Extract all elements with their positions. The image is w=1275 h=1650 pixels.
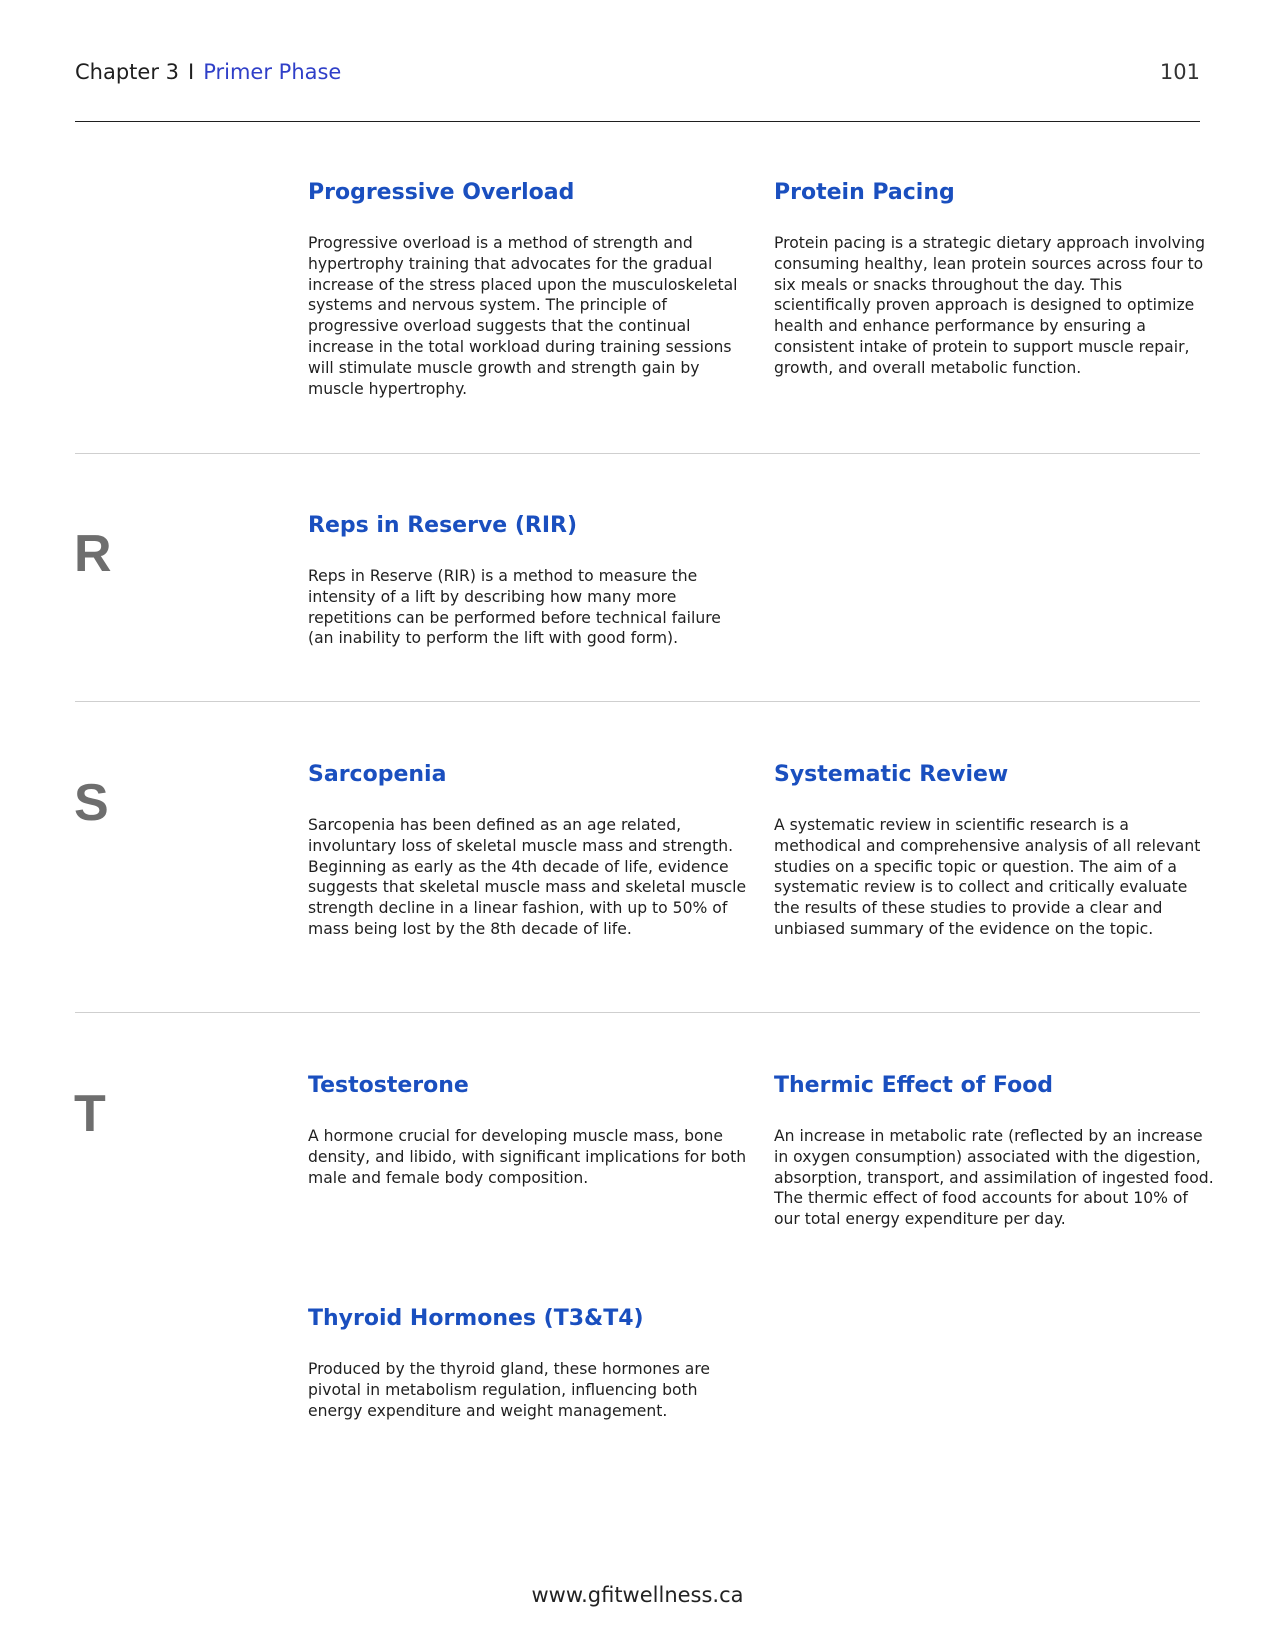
entry-title: Thermic Effect of Food xyxy=(774,1073,1054,1098)
entry-body: Reps in Reserve (RIR) is a method to measure the intensity of a lift by describing how many more repetitions can be performed before technical failure (an inability to perform the lift with good form). xyxy=(308,567,721,648)
entry-title: Protein Pacing xyxy=(774,180,955,205)
entry-testosterone xyxy=(308,1072,748,1188)
entry-body: A hormone crucial for developing muscle mass, bone density, and libido, with significant implications for both male and female body composition. xyxy=(308,1127,747,1187)
entry-body: Protein pacing is a strategic dietary approach involving consuming healthy, lean protein sources across four to six meals or snacks throughout the day. This scientifically proven approach is designed to optimize health and enhance performance by ensuring a consistent intake of protein to support muscle repair, growth, and overall metabolic function. xyxy=(774,234,1205,377)
chapter-separator: I xyxy=(188,60,195,84)
entry-title: Testosterone xyxy=(308,1073,469,1098)
chapter-label xyxy=(75,60,341,84)
entry-body: Produced by the thyroid gland, these hormones are pivotal in metabolism regulation, influencing both energy expenditure and weight management. xyxy=(308,1360,711,1420)
entry-sarcopenia xyxy=(308,761,748,940)
chapter-number: Chapter 3 xyxy=(75,60,179,84)
entry-systematic-review xyxy=(774,761,1214,940)
entry-title: Thyroid Hormones (T3&T4) xyxy=(308,1306,644,1331)
entry-thermic-effect-of-food xyxy=(774,1072,1214,1230)
section-letter-r: R xyxy=(74,525,112,583)
section-divider xyxy=(75,453,1200,454)
entry-body: An increase in metabolic rate (reflected by an increase in oxygen consumption) associated with the digestion, absorption, transport, and assimilation of ingested food. The thermic effect of food accounts for about 10% of our total energy expenditure per day. xyxy=(774,1127,1214,1229)
entry-body: Progressive overload is a method of strength and hypertrophy training that advocates for the gradual increase of the stress placed upon the musculoskeletal systems and nervous system. The principle of progressive overload suggests that the continual increase in the total workload during training sessions will stimulate muscle growth and strength gain by muscle hypertrophy. xyxy=(308,234,738,398)
chapter-phase: Primer Phase xyxy=(203,60,342,84)
entry-progressive-overload xyxy=(308,179,748,399)
header-divider xyxy=(75,121,1200,122)
entry-thyroid-hormones xyxy=(308,1305,748,1421)
section-divider xyxy=(75,1012,1200,1013)
entry-body: Sarcopenia has been defined as an age related, involuntary loss of skeletal muscle mass and strength. Beginning as early as the 4th decade of life, evidence suggests that skeletal muscle mass and skeletal muscle strength decline in a linear fashion, with up to 50% of mass being lost by the 8th decade of life. xyxy=(308,816,747,938)
entry-title: Reps in Reserve (RIR) xyxy=(308,513,578,538)
page-header xyxy=(75,60,1200,90)
entry-protein-pacing xyxy=(774,179,1214,379)
entry-title: Systematic Review xyxy=(774,762,1009,787)
footer-website: www.gfitwellness.ca xyxy=(531,1583,744,1607)
section-letter-t: T xyxy=(74,1085,106,1143)
section-divider xyxy=(75,701,1200,702)
entry-title: Sarcopenia xyxy=(308,762,447,787)
entry-reps-in-reserve xyxy=(308,512,748,649)
entry-title: Progressive Overload xyxy=(308,180,575,205)
page-number: 101 xyxy=(1159,60,1200,84)
entry-body: A systematic review in scientific research is a methodical and comprehensive analysis of all relevant studies on a specific topic or question. The aim of a systematic review is to collect and critically evaluate the results of these studies to provide a clear and unbiased summary of the evidence on the topic. xyxy=(774,816,1201,938)
section-letter-s: S xyxy=(74,774,109,832)
